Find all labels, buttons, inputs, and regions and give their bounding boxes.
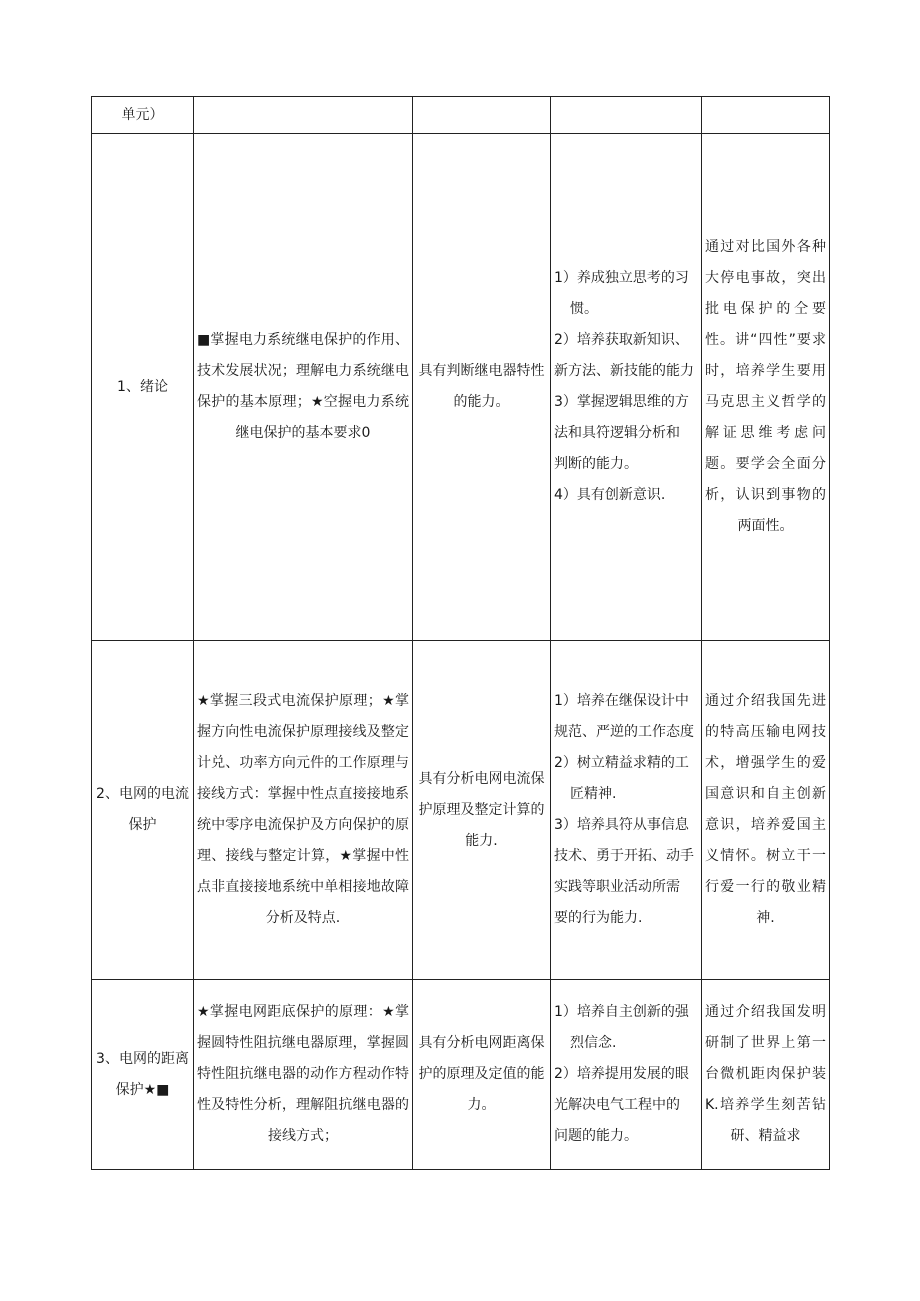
quality-item: 新方法、新技能的能力 xyxy=(554,363,694,379)
unit-cell: 2、电网的电流保护 xyxy=(92,641,194,980)
quality-item: 烈信念. xyxy=(570,1035,617,1051)
table-row xyxy=(92,97,830,134)
quality-item: 惯。 xyxy=(570,301,598,317)
knowledge-cell: ★掌握三段式电流保护原理；★掌握方向性电流保护原理接线及整定计兑、功率方向元件的工作原理与接线方式：掌握中性点直接接地系统中零序电流保护及方向保护的原理、接线与整定计算，★掌握中性点非直接接地系统中单相接地故障分析及特点. xyxy=(194,641,413,980)
quality-item: 1）养成独立思考的习 xyxy=(554,270,689,286)
quality-item: 实践等职业活动所需 xyxy=(554,879,680,895)
quality-item: 3）培养具符从事信息 xyxy=(554,817,689,833)
ideology-cell: 通过对比国外各种大停电事故，突出批电保护的仝要性。讲“四性”要求时，培养学生要用马克思主义哲学的解证思维考虑问题。要学会全面分析，认识到事物的两面性。 xyxy=(702,134,830,641)
skill-cell: 具有分析电网距离保护的原理及定值的能力。 xyxy=(413,980,551,1170)
quality-item: 2）培养获取新知识、 xyxy=(554,332,689,348)
quality-item: 4）具有创新意识. xyxy=(554,487,666,503)
quality-cell xyxy=(551,641,702,980)
table-row xyxy=(92,134,830,641)
course-table xyxy=(91,96,830,1170)
quality-item: 技术、勇于开拓、动手 xyxy=(554,848,694,864)
skill-cell: 具有分析电网电流保护原理及整定计算的能力. xyxy=(413,641,551,980)
table-row xyxy=(92,980,830,1170)
table-row xyxy=(92,641,830,980)
knowledge-cell: ■掌握电力系统继电保护的作用、技术发展状况；理解电力系统继电保护的基本原理；★空握电力系统继电保护的基本要求0 xyxy=(194,134,413,641)
ideology-cell xyxy=(702,97,830,134)
quality-item: 1）培养在继保设计中 xyxy=(554,693,689,709)
unit-cell: 1、绪论 xyxy=(92,134,194,641)
knowledge-cell: ★掌握电网距底保护的原理：★掌握圆特性阻抗继电器原理，掌握圆特性阻抗继电器的动作方程动作特性及特性分析，理解阻抗继电器的接线方式； xyxy=(194,980,413,1170)
quality-item: 规范、严逆的工作态度 xyxy=(554,724,694,740)
quality-item: 1）培养自主创新的强 xyxy=(554,1004,689,1020)
quality-item: 法和具符逻辑分析和 xyxy=(554,425,680,441)
knowledge-cell xyxy=(194,97,413,134)
quality-item: 问题的能力。 xyxy=(554,1128,638,1144)
quality-item: 3）掌握逻辑思维的方 xyxy=(554,394,689,410)
quality-item: 光解决电气工程中的 xyxy=(554,1097,680,1113)
quality-cell xyxy=(551,134,702,641)
quality-item: 判断的能力。 xyxy=(554,456,638,472)
ideology-cell: 通过介绍我国发明研制了世界上第一台微机距肉保护装K.培养学生刻苦钻研、精益求 xyxy=(702,980,830,1170)
quality-item: 匠精神. xyxy=(570,786,617,802)
skill-cell xyxy=(413,97,551,134)
quality-item: 2）培养提用发展的眼 xyxy=(554,1066,689,1082)
quality-item: 要的行为能力. xyxy=(554,910,643,926)
unit-cell: 3、电网的距离保护★■ xyxy=(92,980,194,1170)
quality-cell xyxy=(551,97,702,134)
unit-cell: 单元） xyxy=(92,97,194,134)
quality-item: 2）树立精益求精的工 xyxy=(554,755,689,771)
skill-cell: 具有判断继电器特性的能力。 xyxy=(413,134,551,641)
ideology-cell: 通过介绍我国先进的特高压输电网技术，增强学生的爱国意识和自主创新意识，培养爱国主义情怀。树立干一行爱一行的敬业精神. xyxy=(702,641,830,980)
quality-cell xyxy=(551,980,702,1170)
